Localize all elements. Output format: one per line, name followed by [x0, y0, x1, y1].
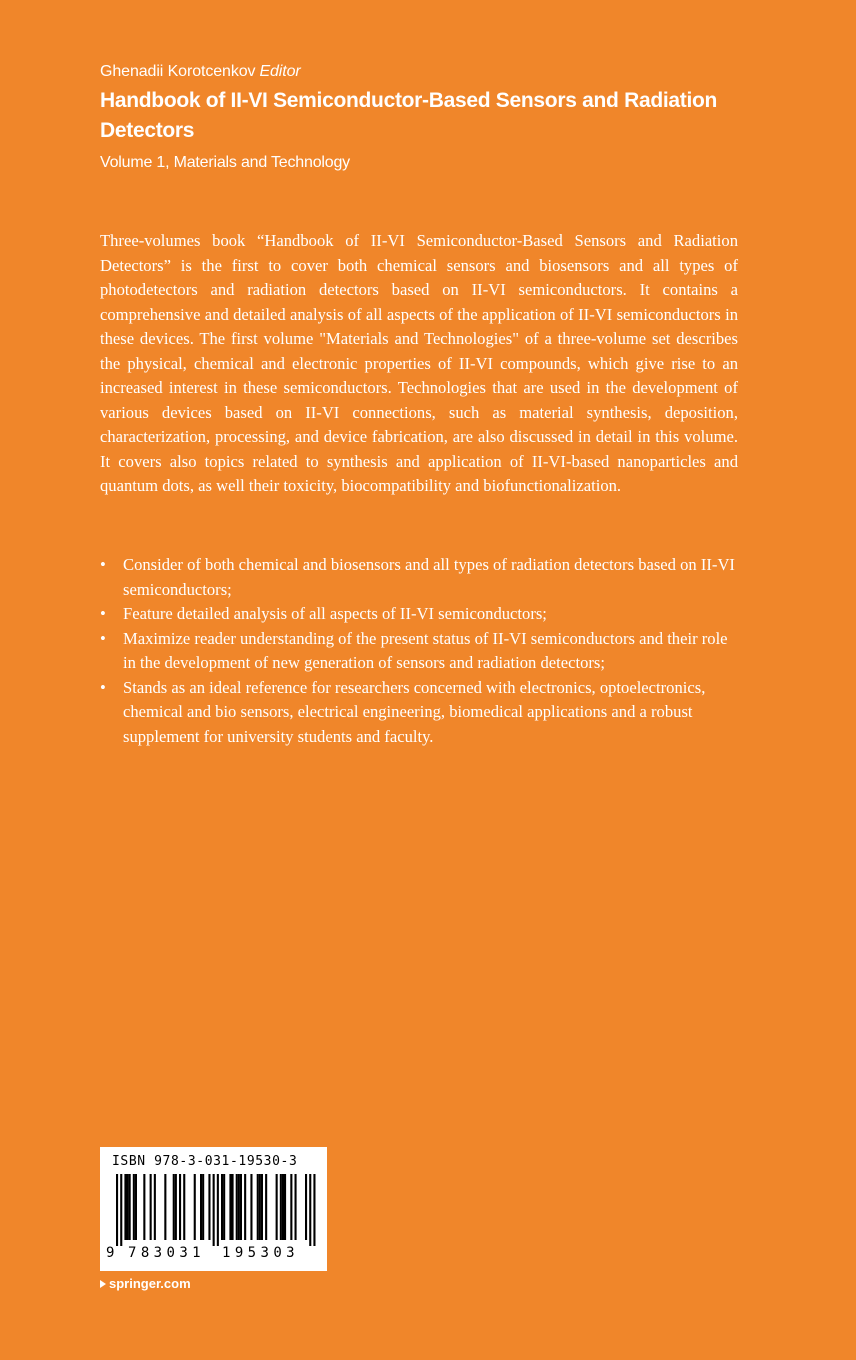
barcode-bar: [194, 1174, 196, 1240]
book-description: Three-volumes book “Handbook of II-VI Semiconductor-Based Sensors and Radiation Detectors” is the first to cover both chemical sensors and biosensors and all types of photodetectors and radiation detectors based on II-VI semiconductors. It contains a comprehensive and detailed analysis of all aspects of the application of II-VI semiconductors in these devices. The first volume "Materials and Technologies" of a three-volume set describes the physical, chemical and electronic properties of II-VI compounds, which give rise to an increased interest in these semiconductors. Technologies that are used in the development of various devices based on II-VI connections, such as material synthesis, deposition, characterization, processing, and device fabrication, are also discussed in detail in this volume. It covers also topics related to synthesis and application of II-VI-based nanoparticles and quantum dots, as well their toxicity, biocompatibility and biofunctionalization.: [100, 231, 738, 495]
barcode-bar: [257, 1174, 259, 1240]
barcode-digits: [100, 1245, 327, 1265]
barcode-bar: [213, 1174, 215, 1246]
barcode-bar: [120, 1174, 122, 1246]
barcode-bar: [135, 1174, 137, 1240]
barcode-bar: [238, 1174, 240, 1240]
editor-line: [100, 62, 800, 82]
barcode-bar: [236, 1174, 238, 1240]
editor-role: Editor: [259, 63, 301, 80]
bullet-icon: •: [100, 677, 106, 697]
barcode-bar: [250, 1174, 252, 1240]
barcode-bar: [150, 1174, 152, 1240]
feature-text: Stands as an ideal reference for researchers concerned with electronics, optoelectronics, chemical and bio sensors, electrical engineering, biomedical applications and a robust supplement for university students and faculty.: [123, 677, 706, 746]
triangle-right-icon: [100, 1280, 106, 1288]
barcode-bar: [183, 1174, 185, 1240]
publisher-link[interactable]: [100, 1276, 191, 1291]
barcode-bar: [309, 1174, 311, 1246]
barcode-right-digits: 195303: [222, 1245, 299, 1261]
barcode-bar: [202, 1174, 204, 1240]
barcode-bar: [240, 1174, 242, 1240]
bullet-icon: •: [100, 628, 106, 648]
barcode-left-digits: 783031: [128, 1245, 205, 1261]
barcode-bar: [179, 1174, 181, 1240]
barcode-lead-digit: 9: [106, 1245, 115, 1261]
barcode-bar: [175, 1174, 177, 1240]
book-header: [100, 62, 800, 174]
barcode-bar: [164, 1174, 166, 1240]
bullet-icon: •: [100, 604, 106, 623]
barcode-bars: [108, 1174, 319, 1246]
barcode-bar: [244, 1174, 246, 1240]
feature-text: Feature detailed analysis of all aspects of II-VI semiconductors;: [123, 604, 547, 623]
barcode-bar: [261, 1174, 263, 1240]
feature-text: Maximize reader understanding of the present status of II-VI semiconductors and their role in the development of new generation of sensors and radiation detectors;: [123, 628, 728, 672]
barcode-bar: [284, 1174, 286, 1240]
barcode-bar: [116, 1174, 118, 1246]
barcode-bar: [200, 1174, 202, 1240]
isbn-barcode: [100, 1147, 327, 1271]
barcode-bar: [217, 1174, 219, 1246]
feature-list-item: [100, 553, 740, 602]
barcode-bar: [154, 1174, 156, 1240]
barcode-bar: [276, 1174, 278, 1240]
barcode-bar: [282, 1174, 284, 1240]
editor-name: Ghenadii Korotcenkov: [100, 63, 256, 80]
barcode-bar: [208, 1174, 210, 1240]
bullet-icon: •: [100, 555, 106, 574]
barcode-bar: [259, 1174, 261, 1240]
publisher-link-text[interactable]: springer.com: [109, 1276, 191, 1291]
barcode-bar: [305, 1174, 307, 1240]
barcode-bar: [232, 1174, 234, 1240]
barcode-bar: [295, 1174, 297, 1240]
feature-list: [100, 553, 740, 749]
barcode-bar: [127, 1174, 129, 1240]
barcode-bar: [129, 1174, 131, 1240]
barcode-bar: [133, 1174, 135, 1240]
book-subtitle: Volume 1, Materials and Technology: [100, 154, 350, 171]
barcode-bar: [313, 1174, 315, 1246]
barcode-bar: [143, 1174, 145, 1240]
feature-text: Consider of both chemical and biosensors and all types of radiation detectors based on II-VI semiconductors;: [123, 555, 735, 599]
barcode-bar: [290, 1174, 292, 1240]
barcode-bar: [124, 1174, 126, 1240]
barcode-bar: [223, 1174, 225, 1240]
feature-list-item: [100, 602, 740, 627]
feature-list-item: [100, 676, 740, 750]
book-title: Handbook of II-VI Semiconductor-Based Sensors and Radiation Detectors: [100, 89, 718, 142]
feature-list-item: [100, 627, 740, 676]
barcode-bar: [221, 1174, 223, 1240]
barcode-bar: [265, 1174, 267, 1240]
barcode-bar: [280, 1174, 282, 1240]
barcode-bar: [229, 1174, 231, 1240]
barcode-bar: [173, 1174, 175, 1240]
isbn-label: ISBN 978-3-031-19530-3: [112, 1154, 298, 1169]
